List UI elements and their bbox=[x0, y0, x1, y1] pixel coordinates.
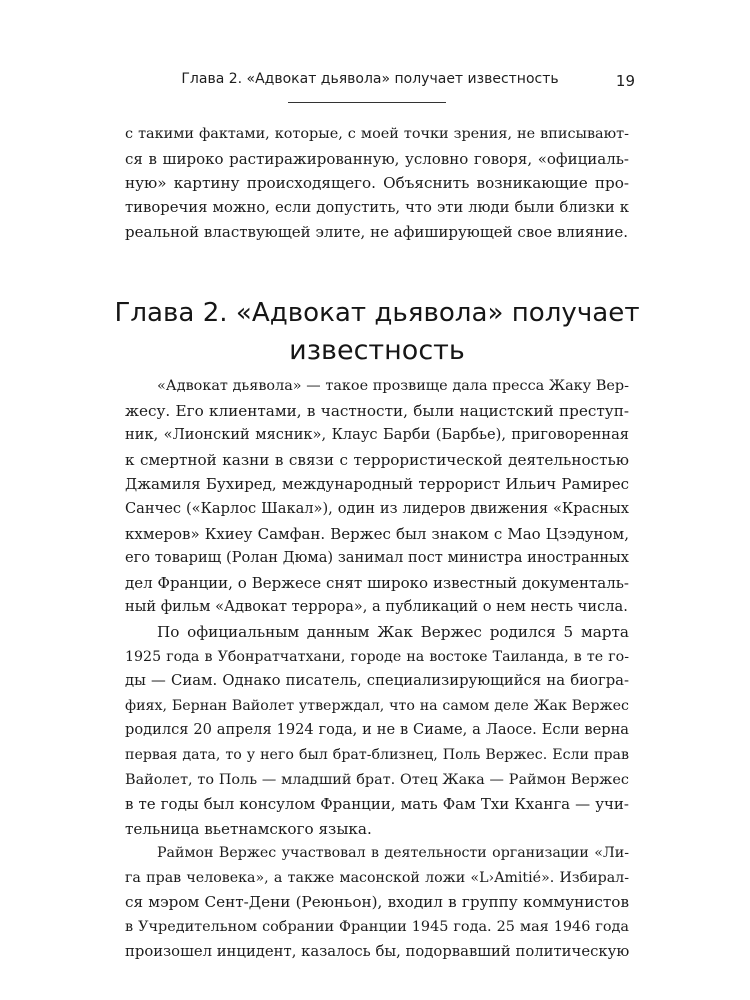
text-line: дел Франции, о Вержесе снят широко известный документаль- bbox=[125, 573, 629, 592]
text-line: ную» картину происходящего. Объяснить возникающие про- bbox=[125, 174, 629, 193]
running-header bbox=[180, 68, 560, 110]
text-line: в те годы был консулом Франции, мать Фам Тхи Кханга — учи- bbox=[125, 795, 629, 814]
text-line: га прав человека», а также масонской ложи «L›Amitié». Избирал- bbox=[125, 869, 629, 886]
text-line: Джамиля Бухиред, международный террорист Ильич Рамирес bbox=[125, 475, 629, 494]
text-line: тельница вьетнамского языка. bbox=[125, 819, 372, 838]
text-line: По официальным данным Жак Вержес родился 5 марта bbox=[157, 622, 629, 641]
text-line: ся мэром Сент-Дени (Реюньон), входил в группу коммунистов bbox=[125, 893, 629, 912]
text-line: к смертной казни в связи с террористической деятельностью bbox=[125, 450, 629, 469]
chapter-title bbox=[112, 294, 642, 370]
continuation-paragraph bbox=[125, 122, 629, 245]
text-line: Вайолет, то Поль — младший брат. Отец Жака — Раймон Вержес bbox=[125, 771, 629, 788]
text-line: ник, «Лионский мясник», Клаус Барби (Барбье), приговоренная bbox=[125, 426, 629, 444]
text-line: жесу. Его клиентами, в частности, были нацистский преступ- bbox=[125, 401, 629, 420]
page-number: 19 bbox=[615, 72, 635, 90]
text-line: в Учредительном собрании Франции 1945 года. 25 мая 1946 года bbox=[125, 919, 629, 936]
text-line: первая дата, то у него был брат-близнец, Поль Вержес. Если прав bbox=[125, 746, 629, 763]
chapter-title-line-1: Глава 2. «Адвокат дьявола» получает bbox=[114, 298, 640, 328]
text-line: с такими фактами, которые, с моей точки зрения, не вписывают- bbox=[125, 126, 629, 142]
chapter-body bbox=[125, 374, 629, 964]
text-line: «Адвокат дьявола» — такое прозвище дала пресса Жаку Вер- bbox=[157, 378, 629, 394]
running-header-title: Глава 2. «Адвокат дьявола» получает известность bbox=[181, 71, 559, 87]
header-rule bbox=[288, 102, 446, 103]
chapter-title-line-2: известность bbox=[289, 335, 465, 366]
text-line: Раймон Вержес участвовал в деятельности организации «Ли- bbox=[157, 845, 629, 862]
text-line: его товарищ (Ролан Дюма) занимал пост министра иностранных bbox=[125, 549, 629, 567]
text-line: произошел инцидент, казалось бы, подорвавший политическую bbox=[125, 942, 629, 960]
text-line: ды — Сиам. Однако писатель, специализирующийся на биогра- bbox=[125, 672, 629, 690]
text-line: реальной властвующей элите, не афиширующей свое влияние. bbox=[125, 223, 629, 242]
text-line: фиях, Бернан Вайолет утверждал, что на самом деле Жак Вержес bbox=[125, 697, 629, 714]
text-line: Санчес («Карлос Шакал»), один из лидеров движения «Красных bbox=[125, 499, 629, 517]
text-line: 1925 года в Убонратчатхани, городе на востоке Таиланда, в те го- bbox=[125, 648, 629, 665]
text-line: ный фильм «Адвокат террора», а публикаций о нем несть числа. bbox=[125, 598, 628, 616]
text-line: родился 20 апреля 1924 года, и не в Сиаме, а Лаосе. Если верна bbox=[125, 721, 629, 739]
text-line: ся в широко растиражированную, условно говоря, «официаль- bbox=[125, 149, 629, 168]
text-line: тиворечия можно, если допустить, что эти люди были близки к bbox=[125, 198, 629, 216]
text-line: кхмеров» Кхиеу Самфан. Вержес был знаком с Мао Цзэдуном, bbox=[125, 524, 629, 543]
